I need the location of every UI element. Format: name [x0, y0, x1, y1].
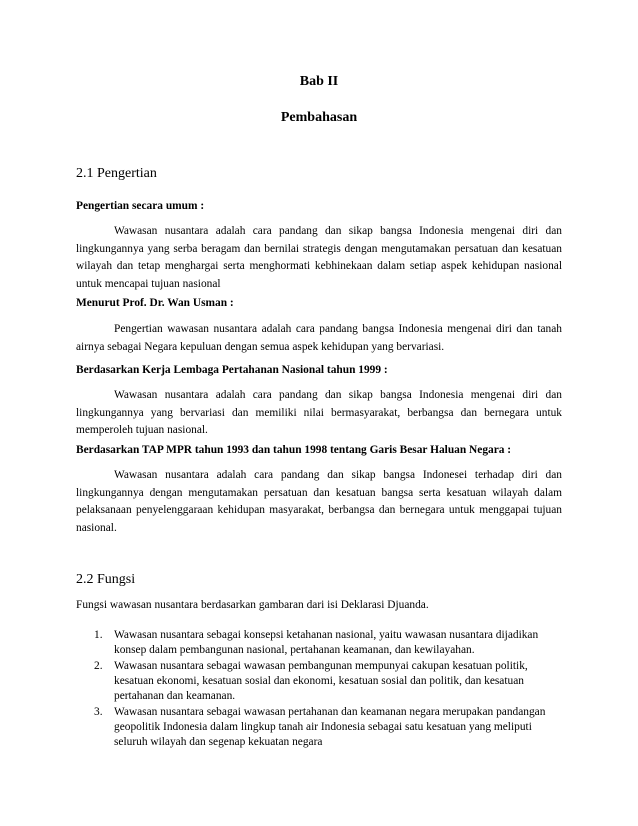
- fungsi-list: [76, 628, 562, 751]
- list-text: Wawasan nusantara sebagai konsepsi ketahanan nasional, yaitu wawasan nusantara dijadikan konsep dalam pembangunan nasional, pertahanan keamanan, dan kewilayahan.: [114, 629, 539, 656]
- list-number: 3.: [94, 706, 103, 718]
- paragraph-tap-mpr: Wawasan nusantara adalah cara pandang dan sikap bangsa Indonesei terhadap diri dan lingkungannya dengan mengutamakan persatuan dan kesatuan bangsa serta kesatuan wilayah dalam pelaksanaan penyelenggaraan kehidupan masyarakat, berbangsa dan bernegara untuk menggapai tujuan nasional.: [76, 469, 562, 534]
- list-text: Wawasan nusantara sebagai wawasan pertahanan dan keamanan negara merupakan pandangan geopolitik Indonesia dalam lingkup tanah air Indonesia sebagai satu kesatuan yang meliputi seluruh wilayah dan segenap kekuatan negara: [114, 706, 546, 748]
- section-title-pengertian: 2.1 Pengertian: [76, 166, 157, 181]
- list-item: [76, 659, 562, 704]
- paragraph-lemhannas: Wawasan nusantara adalah cara pandang dan sikap bangsa Indonesia mengenai diri dan lingkungannya yang bervariasi dan memiliki nilai bermasyarakat, berbangsa dan bernegara untuk memperoleh tujuan nasional.: [76, 389, 562, 436]
- paragraph-umum: Wawasan nusantara adalah cara pandang dan sikap bangsa Indonesia mengenai diri dan lingkungannya yang serba beragam dan bernilai strategis dengan mengutamakan persatuan dan kesatuan wilayah dan tetap menghargai serta menghormati kebhinekaan dalam setiap aspek kehidupan nasional untuk mencapai tujuan nasional: [76, 225, 562, 290]
- chapter-subtitle: Pembahasan: [280, 110, 358, 125]
- paragraph-wan-usman: Pengertian wawasan nusantara adalah cara pandang bangsa Indonesia mengenai diri dan tanah airnya sebagai Negara kepuluan dengan semua aspek kehidupan yang bervariasi.: [76, 323, 562, 353]
- heading-wan-usman: Menurut Prof. Dr. Wan Usman :: [76, 297, 234, 309]
- list-text: Wawasan nusantara sebagai wawasan pembangunan mempunyai cakupan kesatuan politik, kesatuan ekonomi, kesatuan sosial dan ekonomi, kesatuan sosial dan politik, dan kesatuan pertahanan dan keamanan.: [114, 660, 528, 702]
- chapter-title: Bab II: [299, 74, 339, 89]
- list-item: [76, 705, 562, 750]
- section-title-fungsi: 2.2 Fungsi: [76, 572, 136, 587]
- list-number: 1.: [94, 629, 103, 641]
- list-number: 2.: [94, 660, 103, 672]
- heading-umum: Pengertian secara umum :: [76, 200, 205, 212]
- heading-lemhannas: Berdasarkan Kerja Lembaga Pertahanan Nasional tahun 1999 :: [76, 364, 388, 376]
- fungsi-intro: Fungsi wawasan nusantara berdasarkan gambaran dari isi Deklarasi Djuanda.: [76, 599, 429, 611]
- list-item: [76, 628, 562, 658]
- heading-tap-mpr: Berdasarkan TAP MPR tahun 1993 dan tahun 1998 tentang Garis Besar Haluan Negara :: [76, 444, 512, 456]
